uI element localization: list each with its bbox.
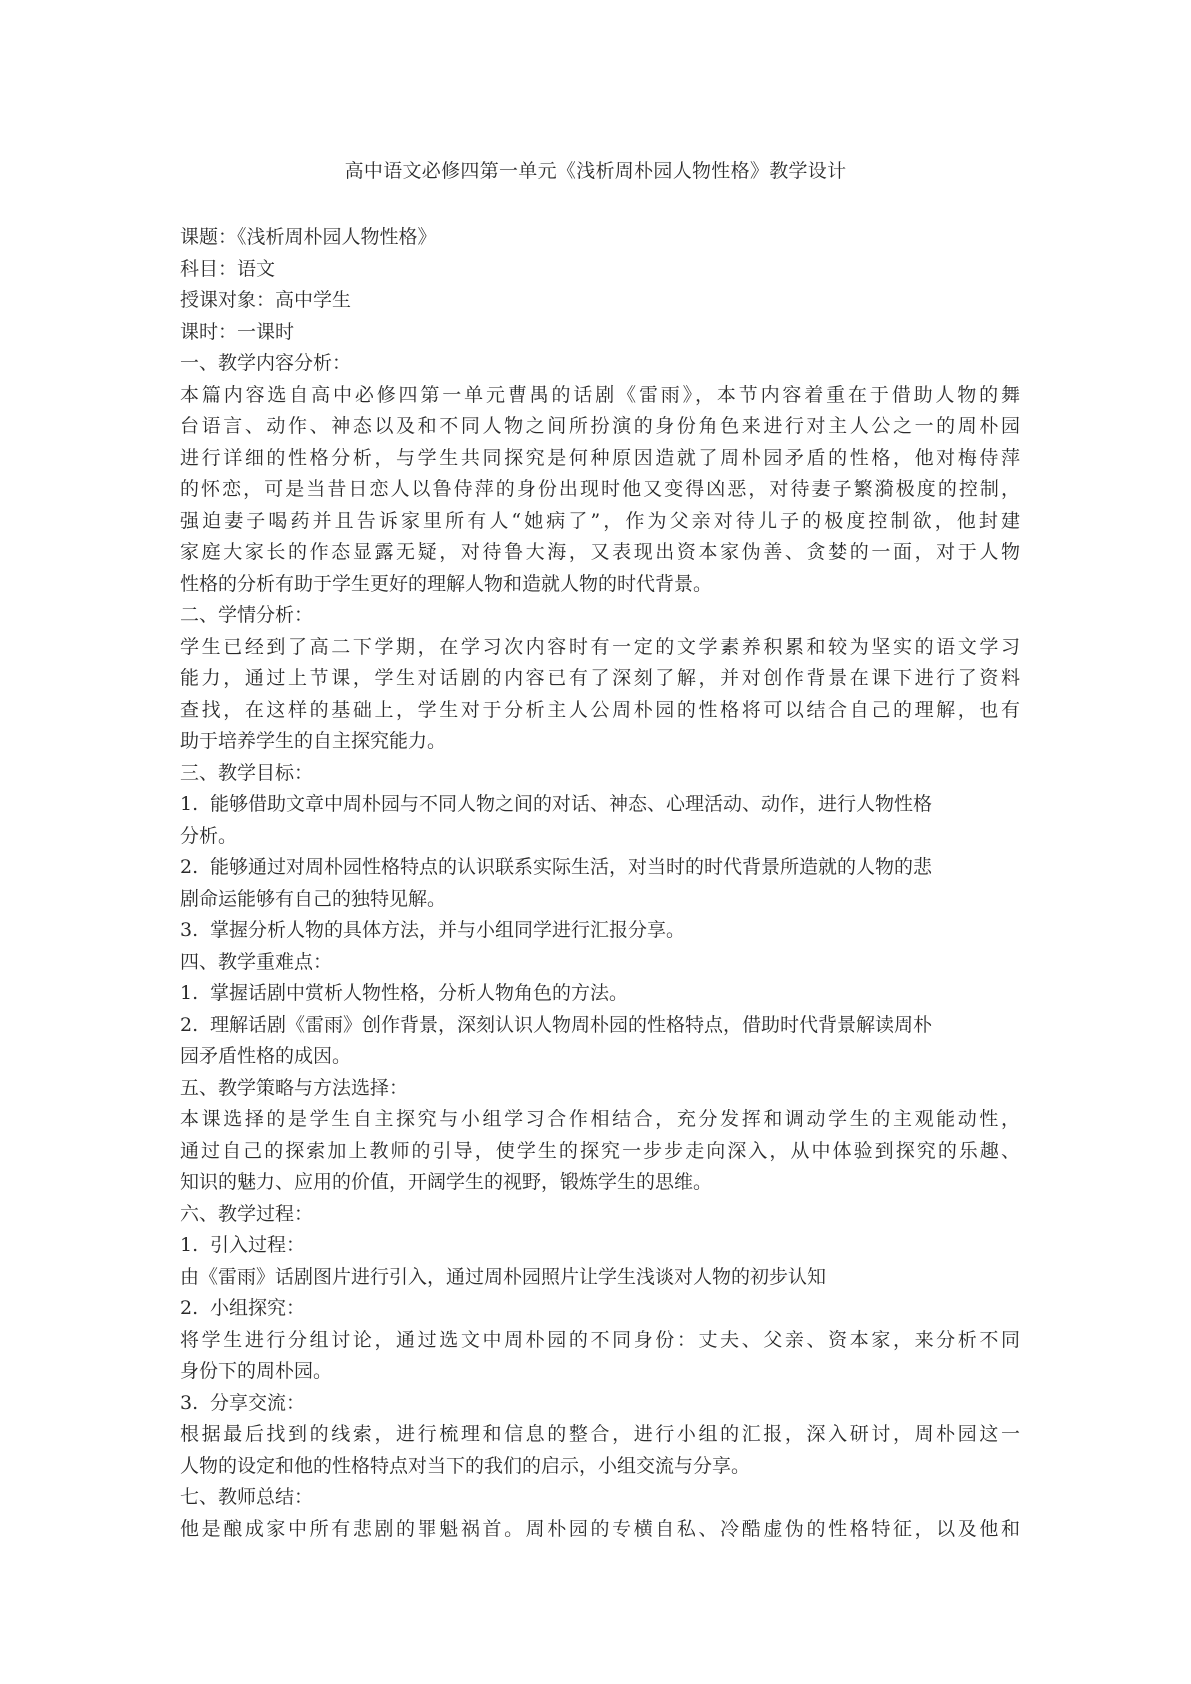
section1-text-line: 强迫妻子喝药并且告诉家里所有人“她病了”，作为父亲对待儿子的极度控制欲，他封建 [180, 509, 1020, 532]
section5-text-line: 通过自己的探索加上教师的引导，使学生的探究一步步走向深入，从中体验到探究的乐趣、 [180, 1139, 1020, 1162]
section7-heading: 七、教师总结： [180, 1486, 314, 1508]
process-step-2-text: 身份下的周朴园。 [180, 1360, 333, 1382]
section3-heading: 三、教学目标： [180, 761, 314, 784]
section1-heading: 一、教学内容分析： [180, 352, 352, 374]
document-title: 高中语文必修四第一单元《浅析周朴园人物性格》教学设计 [344, 160, 847, 182]
process-step-2-text: 将学生进行分组讨论，通过选文中周朴园的不同身份：丈夫、父亲、资本家，来分析不同 [180, 1328, 1020, 1351]
section5-text-line: 本课选择的是学生自主探究与小组学习合作相结合，充分发挥和调动学生的主观能动性， [180, 1108, 1020, 1130]
process-step-3-text: 根据最后找到的线索，进行梳理和信息的整合，进行小组的汇报，深入研讨，周朴园这一 [180, 1423, 1020, 1445]
keypoint-text: 理解话剧《雷雨》创作背景，深刻认识人物周朴园的性格特点，借助时代背景解读周朴 [210, 1013, 933, 1036]
step-title: 引入过程： [210, 1234, 306, 1256]
keypoint-text: 掌握话剧中赏析人物性格，分析人物角色的方法。 [210, 982, 629, 1004]
section1-text-line: 性格的分析有助于学生更好的理解人物和造就人物的时代背景。 [180, 572, 713, 595]
goal-text: 能够通过对周朴园性格特点的认识联系实际生活，对当时的时代背景所造就的人物的悲 [210, 856, 933, 878]
meta-duration: 课时：一课时 [180, 320, 295, 343]
keypoint-item-2 [180, 1010, 1020, 1042]
keypoint-item-2-continued: 园矛盾性格的成因。 [180, 1045, 352, 1067]
keypoint-item-1 [180, 978, 1020, 1010]
step-number: 2. [180, 1297, 199, 1319]
goal-item-2-continued: 剧命运能够有自己的独特见解。 [180, 887, 447, 910]
section5-heading: 五、教学策略与方法选择： [180, 1076, 409, 1099]
goal-number: 2. [180, 856, 199, 878]
process-step-1-text: 由《雷雨》话剧图片进行引入，通过周朴园照片让学生浅谈对人物的初步认知 [180, 1265, 827, 1288]
goal-text: 能够借助文章中周朴园与不同人物之间的对话、神态、心理活动、动作，进行人物性格 [210, 793, 933, 815]
section1-text-line: 的怀恋，可是当昔日恋人以鲁侍萍的身份出现时他又变得凶恶，对待妻子繁漪极度的控制， [180, 478, 1020, 500]
keypoint-number: 2. [180, 1013, 199, 1036]
section2-text-line: 查找，在这样的基础上，学生对于分析主人公周朴园的性格将可以结合自己的理解，也有 [180, 698, 1020, 721]
meta-audience: 授课对象：高中学生 [180, 289, 352, 311]
step-title: 分享交流： [210, 1391, 306, 1414]
document-body [180, 222, 1020, 1545]
goal-text: 掌握分析人物的具体方法，并与小组同学进行汇报分享。 [210, 919, 686, 941]
section2-text-line: 助于培养学生的自主探究能力。 [180, 730, 447, 752]
step-title: 小组探究： [210, 1297, 306, 1319]
step-number: 1. [180, 1234, 199, 1256]
goal-item-1-continued: 分析。 [180, 824, 238, 847]
section2-text-line: 学生已经到了高二下学期，在学习次内容时有一定的文学素养积累和较为坚实的语文学习 [180, 635, 1020, 658]
goal-item-1 [180, 789, 1020, 821]
keypoint-number: 1. [180, 982, 199, 1004]
section6-heading: 六、教学过程： [180, 1202, 314, 1225]
process-step-3 [180, 1388, 1020, 1420]
goal-item-3 [180, 915, 1020, 947]
meta-subject: 科目：语文 [180, 257, 276, 280]
section5-text-line: 知识的魅力、应用的价值，开阔学生的视野，锻炼学生的思维。 [180, 1171, 713, 1193]
section1-text-line: 本篇内容选自高中必修四第一单元曹禺的话剧《雷雨》，本节内容着重在于借助人物的舞 [180, 383, 1020, 406]
section2-heading: 二、学情分析： [180, 604, 314, 626]
goal-item-2 [180, 852, 1020, 884]
section7-text-line: 他是酿成家中所有悲剧的罪魁祸首。周朴园的专横自私、冷酷虚伪的性格特征，以及他和 [180, 1517, 1020, 1540]
section1-text-line: 进行详细的性格分析，与学生共同探究是何种原因造就了周朴园矛盾的性格，他对梅侍萍 [180, 446, 1020, 469]
process-step-3-text: 人物的设定和他的性格特点对当下的我们的启示，小组交流与分享。 [180, 1454, 751, 1477]
section2-text-line: 能力，通过上节课，学生对话剧的内容已有了深刻了解，并对创作背景在课下进行了资料 [180, 667, 1020, 689]
meta-topic: 课题：《浅析周朴园人物性格》 [180, 226, 437, 248]
section1-text-line: 台语言、动作、神态以及和不同人物之间所扮演的身份角色来进行对主人公之一的周朴园 [180, 415, 1020, 437]
section4-heading: 四、教学重难点： [180, 950, 333, 973]
process-step-1 [180, 1230, 1020, 1262]
goal-number: 1. [180, 793, 199, 815]
section1-text-line: 家庭大家长的作态显露无疑，对待鲁大海，又表现出资本家伪善、贪婪的一面，对于人物 [180, 541, 1020, 563]
process-step-2 [180, 1293, 1020, 1325]
step-number: 3. [180, 1391, 199, 1414]
goal-number: 3. [180, 919, 199, 941]
